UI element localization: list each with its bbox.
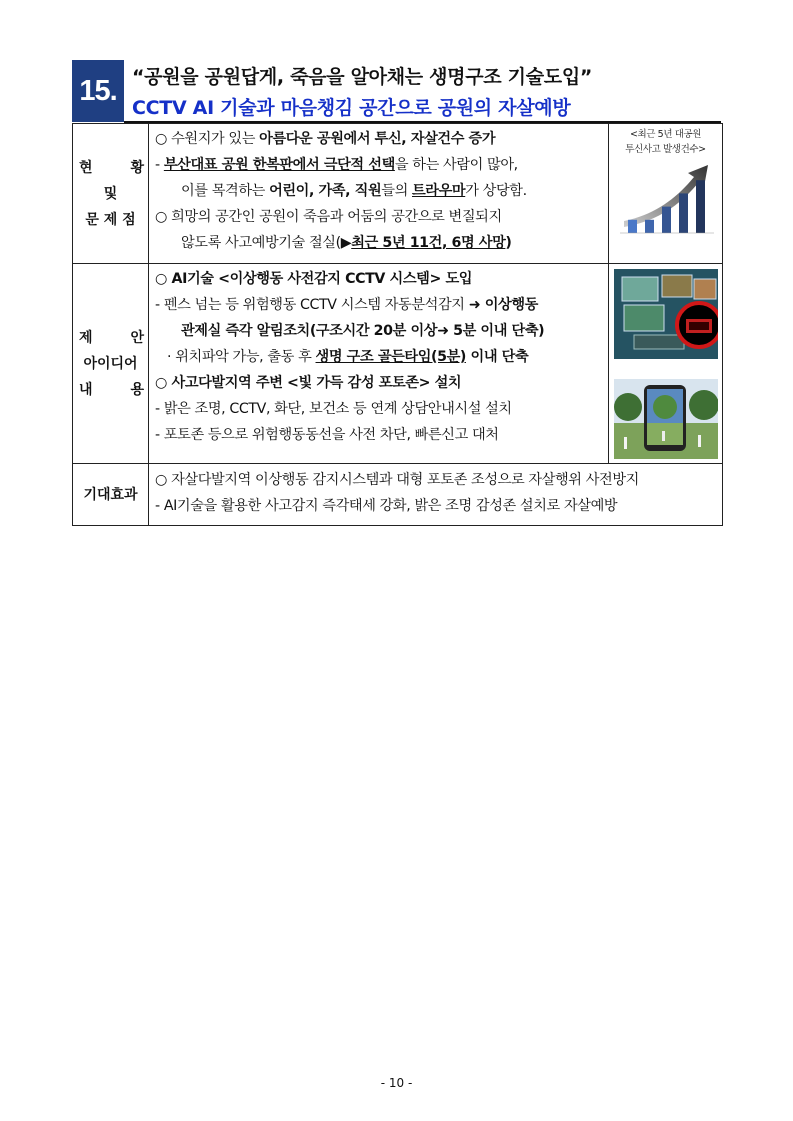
section-number: 15. bbox=[72, 60, 124, 122]
proposal-line-5: ○ 사고다발지역 주변 <빛 가득 감성 포토존> 설치 bbox=[155, 375, 462, 391]
status-line-4: ○ 희망의 공간인 공원이 죽음과 어둠의 공간으로 변질되지 bbox=[155, 209, 502, 225]
label-expected-effect: 기대효과 bbox=[73, 464, 149, 526]
proposal-images-cell bbox=[609, 264, 723, 464]
proposal-line-1: ○ AI기술 <이상행동 사전감지 CCTV 시스템> 도입 bbox=[155, 271, 473, 287]
proposal-line-3: 관제실 즉각 알림조치(구조시간 20분 이상➜ 5분 이내 단축) bbox=[181, 323, 545, 339]
chart-bar-2 bbox=[645, 220, 654, 233]
expected-effect-content bbox=[149, 464, 723, 526]
proposal-table bbox=[72, 123, 723, 526]
label-proposal: 제 안 아이디어 내 용 bbox=[73, 264, 149, 464]
status-line-2: - 부산대표 공원 한복판에서 극단적 선택을 하는 사람이 많아, bbox=[155, 157, 518, 173]
chart-title: <최근 5년 대공원 투신사고 발생건수> bbox=[625, 129, 706, 155]
accident-bar-chart bbox=[614, 157, 718, 245]
page-number: - 10 - bbox=[380, 1076, 413, 1090]
section-title: “공원을 공원답게, 죽음을 알아채는 생명구조 기술도입” bbox=[132, 66, 593, 88]
chart-bar-5 bbox=[696, 180, 705, 233]
effect-line-1: ○ 자살다발지역 이상행동 감지시스템과 대형 포토존 조성으로 자살행위 사전방지 bbox=[155, 472, 639, 488]
chart-bar-3 bbox=[662, 207, 671, 233]
photo-zone-image bbox=[614, 379, 718, 459]
row-proposal bbox=[73, 264, 723, 464]
row-current-status bbox=[73, 124, 723, 264]
section-header bbox=[72, 60, 721, 124]
accident-chart-cell bbox=[609, 124, 723, 264]
chart-bar-1 bbox=[628, 220, 637, 233]
proposal-line-6: - 밝은 조명, CCTV, 화단, 보건소 등 연계 상담안내시설 설치 bbox=[155, 401, 512, 417]
cctv-control-room-image bbox=[614, 269, 718, 359]
proposal-line-4: · 위치파악 가능, 출동 후 생명 구조 골든타임(5분) 이내 단축 bbox=[167, 349, 529, 365]
proposal-line-2: - 펜스 넘는 등 위험행동 CCTV 시스템 자동분석감지 ➜ 이상행동 bbox=[155, 297, 538, 313]
effect-line-2: - AI기술을 활용한 사고감지 즉각태세 강화, 밝은 조명 감성존 설치로 자살예방 bbox=[155, 498, 618, 514]
row-expected-effect bbox=[73, 464, 723, 526]
proposal-content bbox=[149, 264, 609, 464]
label-current-status: 현 황 및 문 제 점 bbox=[73, 124, 149, 264]
proposal-line-7: - 포토존 등으로 위험행동동선을 사전 차단, 빠른신고 대처 bbox=[155, 427, 499, 443]
section-subtitle: CCTV AI 기술과 마음챙김 공간으로 공원의 자살예방 bbox=[132, 97, 571, 119]
chart-bar-4 bbox=[679, 193, 688, 233]
status-line-5: 않도록 사고예방기술 절실(▶최근 5년 11건, 6명 사망) bbox=[181, 235, 512, 251]
current-status-content bbox=[149, 124, 609, 264]
status-line-1: ○ 수원지가 있는 아름다운 공원에서 투신, 자살건수 증가 bbox=[155, 131, 496, 147]
status-line-3: 이를 목격하는 어린이, 가족, 직원들의 트라우마가 상당함. bbox=[181, 183, 527, 199]
